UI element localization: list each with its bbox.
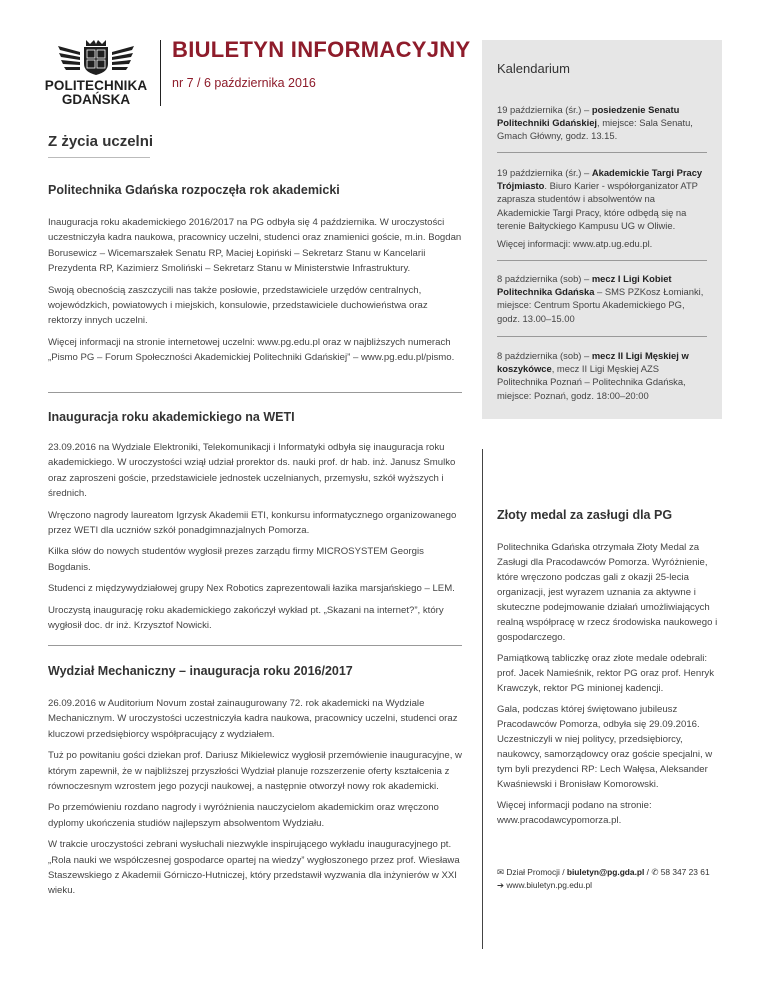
envelope-icon: ✉ <box>497 867 505 877</box>
contact-separator: / <box>644 867 652 877</box>
calendar-divider <box>497 260 707 261</box>
article-3-paragraph: W trakcie uroczystości zebrani wysłuchali niezwykle inspirującego wykładu inauguracyjnego pt. „Rola nauki we współczesnej gospodarce opartej na wiedzy” wygłoszonego przez prof. Wiesława Staszewskiego z Akademii Górniczo-Hutniczej, który przedstawił wyzwania dla inżynierów w XXI wieku. <box>48 839 460 897</box>
calendar-item <box>482 103 722 148</box>
calendar-item-date: 19 października (śr.) – <box>497 167 592 178</box>
article-2-paragraph: Kilka słów do nowych studentów wygłosił prezes zarządu firmy MICROSYSTEM Georgis Bogdanis. <box>48 546 424 573</box>
calendar-item-date: 8 października (sob) – <box>497 350 592 361</box>
article-2-paragraph: Wręczono nagrody laureatom Igrzysk Akademii ETI, konkursu informatycznego organizowanego przez WETI dla uczniów szkół ponadgimnazjalnych Pomorza. <box>48 509 457 537</box>
medal-article-title: Złoty medal za zasługi dla PG <box>497 508 673 522</box>
article-2-body <box>48 440 462 639</box>
article-divider <box>48 392 462 393</box>
medal-paragraph: Politechnika Gdańska otrzymała Złoty Medal za Zasługi dla Pracodawców Pomorza. Wyróżnienie, które wręczono podczas gali z okazji 25-lecia organizacji, jest wyrazem uznania za aktywne i skuteczne podejmowanie działań umożliwiających realną współpracę w rzecz środowiska naukowego i gospodarczego. <box>497 542 718 643</box>
pg-emblem-icon <box>56 38 136 76</box>
section-rule <box>48 157 150 158</box>
header-divider <box>160 40 161 106</box>
calendar-item-details: , mecz II Ligi Męskiej AZS Politechnika Poznań – Politechnika Gdańska, miejsce: Poznań, godz. 18:00–20:00 <box>497 363 686 401</box>
calendar-item-event: posiedzenie Senatu Politechniki Gdańskiej <box>497 104 680 129</box>
medal-paragraph: Pamiątkową tabliczkę oraz złote medale odebrali: prof. Jacek Namieśnik, rektor PG oraz prof. Henryk Krawczyk, rektor PG minionej kadencji. <box>497 653 714 694</box>
contact-phone: 58 347 23 61 <box>660 867 710 877</box>
phone-icon: ✆ <box>651 867 659 877</box>
article-2-title: Inauguracja roku akademickiego na WETI <box>48 410 295 424</box>
arrow-right-icon: ➔ <box>497 880 505 890</box>
calendar-item-date: 8 października (sob) – <box>497 273 592 284</box>
calendar-item <box>482 166 722 255</box>
calendar-item-more: Więcej informacji: www.atp.ug.edu.pl. <box>497 238 653 250</box>
calendar-item-event: mecz II Ligi Męskiej w koszykówce <box>497 350 689 375</box>
website-link[interactable]: www.biuletyn.pg.edu.pl <box>506 880 593 890</box>
article-1-paragraph: Swoją obecnością zaszczycili nas także posłowie, przedstawiciele urzędów centralnych, wojewódzkich, powiatowych i miejskich, konsulowie, przedstawiciele duchowieństwa oraz rektorzy innych uczelni. <box>48 284 428 327</box>
department-label: Dział Promocji / <box>506 867 567 877</box>
article-1-title: Politechnika Gdańska rozpoczęła rok akademicki <box>48 183 340 197</box>
article-3-title: Wydział Mechaniczny – inauguracja roku 2016/2017 <box>48 664 353 678</box>
issue-info: nr 7 / 6 października 2016 <box>172 76 316 90</box>
bulletin-title: BIULETYN INFORMACYJNY <box>172 37 471 62</box>
section-title: Z życia uczelni <box>48 133 154 150</box>
calendar-divider <box>497 336 707 337</box>
article-2-paragraph: 23.09.2016 na Wydziale Elektroniki, Telekomunikacji i Informatyki odbyła się inauguracja roku akademickiego. W uroczystości wziął udział prorektor ds. nauki prof. dr hab. inż. Janusz Smulko oraz zaproszeni goście, przedstawiciele jednostek uczelnianych, przemysłu, szkół wyższych i średnich. <box>48 442 456 500</box>
sidebar-divider-line <box>482 449 483 949</box>
calendar-title: Kalendarium <box>497 61 570 76</box>
calendar-item-date: 19 października (śr.) – <box>497 104 592 115</box>
contact-email-link[interactable]: biuletyn@pg.gda.pl <box>566 867 645 877</box>
contact-footer <box>497 866 757 892</box>
article-1-paragraph: Inauguracja roku akademickiego 2016/2017 na PG odbyła się 4 października. W uroczystości uczestniczyła kadra naukowa, pracownicy uczelni, studenci oraz znamienici goście, m.in. Bogdan Borusewicz – Wicemarszałek Senatu RP, Maciej Łopiński – Sekretarz Stanu w Kancelarii Prezydenta RP, Kazimierz Smoliński – Sekretarz Stanu w Ministerstwie Infrastruktury. <box>48 217 462 275</box>
calendar-item-event: mecz I Ligi Kobiet Politechnika Gdańska <box>497 273 672 298</box>
calendar-item-details: – SMS PZKosz Łomianki, miejsce: Centrum Sportu Akademickiego PG, godz. 13.00–15.00 <box>497 286 704 324</box>
calendar-item-details: , miejsce: Sala Senatu, Gmach Główny, godz. 13.15. <box>497 117 693 142</box>
article-2-paragraph: Uroczystą inaugurację roku akademickiego zakończył wykład pt. „Skazani na internet?”, który wygłosił doc. dr inż. Krzysztof Nowicki. <box>48 604 444 632</box>
article-3-body <box>48 696 462 905</box>
calendar-item-event: Akademickie Targi Pracy Trójmiasto <box>497 167 703 192</box>
article-2-paragraph: Studenci z międzywydziałowej grupy Nex Robotics zaprezentowali łazika marsjańskiego – LEM. <box>48 583 455 595</box>
calendar-item <box>482 349 722 407</box>
article-3-paragraph: Po przemówieniu rozdano nagrody i wyróżnienia nauczycielom akademickim oraz wręczono dyplomy ukończenia studiów najlepszym absolwentom Wydziału. <box>48 802 439 829</box>
calendar-item <box>482 272 722 330</box>
pg-logo <box>40 38 152 107</box>
article-3-paragraph: Tuż po powitaniu gości dziekan prof. Dariusz Mikielewicz wygłosił przemówienie inauguracyjne, w którym zapewnił, że w najbliższej przyszłości Wydział planuje rozszerzenie oferty kształcenia z równoczesnym wzrostem jego pozycji naukowej, a następnie otworzył nowy rok akademicki. <box>48 750 462 793</box>
article-divider <box>48 645 462 646</box>
calendar-divider <box>497 152 707 153</box>
article-1-paragraph: Więcej informacji na stronie internetowej uczelni: www.pg.edu.pl oraz w najbliższych numerach „Pismo PG – Forum Społeczności Akademickiej Politechniki Gdańskiej” – www.pg.edu.pl/pismo. <box>48 336 455 364</box>
article-1-body <box>48 215 462 372</box>
article-3-paragraph: 26.09.2016 w Auditorium Novum został zainaugurowany 72. rok akademicki na Wydziale Mechanicznym. W uroczystości uczestniczyła kadra naukowa, pracownicy uczelni, studenci oraz kluczowi przedsiębiorcy współpracujący z wydziałem. <box>48 698 458 740</box>
medal-paragraph: Więcej informacji podano na stronie: www.pracodawcypomorza.pl. <box>497 800 652 826</box>
logo-text-line1: POLITECHNIKA <box>44 78 148 93</box>
calendar-item-details: . Biuro Karier - współorganizator ATP zaprasza studentów i absolwentów na Akademickie Targi Pracy, które odbędą się na terenie Bałtyckiego Kampusu UG w Oliwie. <box>497 180 698 231</box>
logo-text-line2: GDAŃSKA <box>61 92 131 107</box>
medal-article-body <box>497 540 722 834</box>
medal-paragraph: Gala, podczas której świętowano jubileusz Pracodawców Pomorza, odbyła się 29.09.2016. Uczestniczyli w niej politycy, przedsiębiorcy, naukowcy, samorządowcy oraz goście specjalni, w tym byli prezydenci RP: Lech Wałęsa, Aleksander Kwaśniewski i Bronisław Komorowski. <box>497 704 713 790</box>
